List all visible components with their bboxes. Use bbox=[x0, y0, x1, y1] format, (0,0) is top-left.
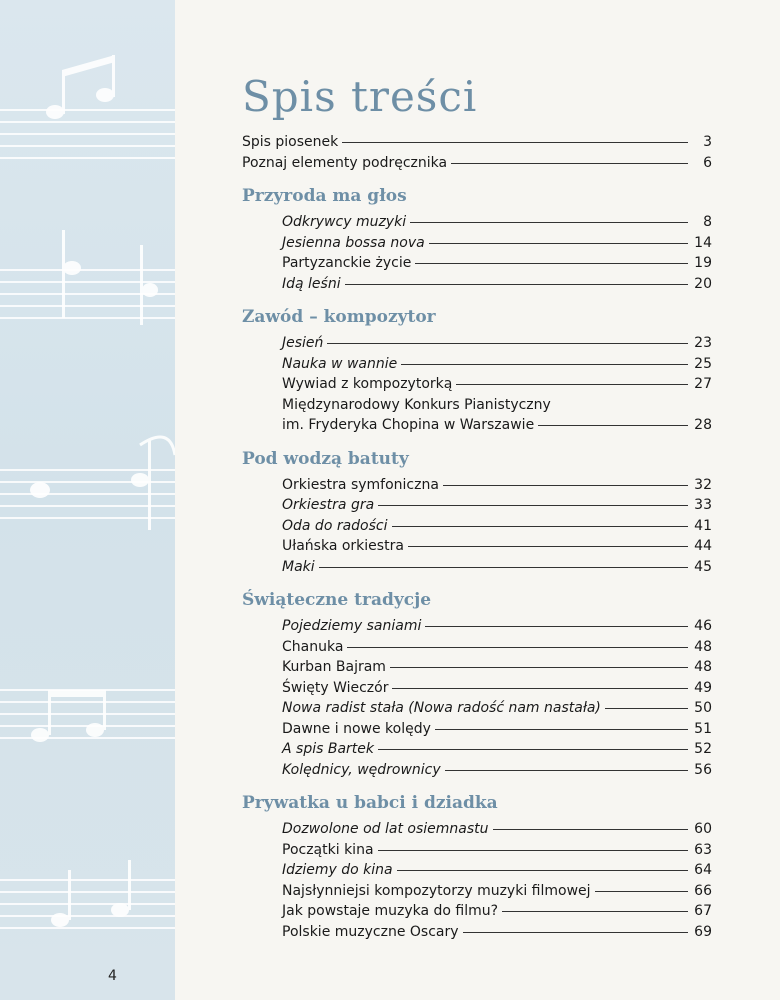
dot-leader bbox=[425, 626, 688, 627]
toc-entry-page: 51 bbox=[694, 720, 712, 737]
dot-leader bbox=[538, 425, 688, 426]
toc-entry-title: Oda do radości bbox=[282, 517, 388, 534]
dot-leader bbox=[456, 384, 688, 385]
toc-entry-page: 63 bbox=[694, 841, 712, 858]
dot-leader bbox=[408, 546, 688, 547]
toc-entry[interactable] bbox=[282, 860, 712, 881]
dot-leader bbox=[390, 667, 688, 668]
toc-entry-page: 69 bbox=[694, 923, 712, 940]
dot-leader bbox=[401, 364, 688, 365]
toc-entry-title: Kolędnicy, wędrownicy bbox=[282, 761, 441, 778]
dot-leader bbox=[392, 688, 688, 689]
toc-entry-title: Międzynarodowy Konkurs Pianistyczny bbox=[282, 396, 551, 413]
toc-entry-page: 8 bbox=[703, 214, 712, 230]
toc-entry-page: 32 bbox=[694, 476, 712, 493]
toc-entry-title: Maki bbox=[282, 558, 315, 575]
toc-entry-page: 14 bbox=[694, 234, 712, 251]
toc-entry[interactable] bbox=[282, 475, 712, 496]
toc-entry-title: Jak powstaje muzyka do filmu? bbox=[282, 903, 499, 919]
dot-leader bbox=[445, 770, 688, 771]
toc-entry-page: 3 bbox=[703, 134, 712, 150]
dot-leader bbox=[493, 829, 688, 830]
toc-entry-page: 48 bbox=[694, 638, 712, 655]
toc-entry[interactable] bbox=[282, 637, 712, 658]
toc-entry[interactable] bbox=[282, 901, 712, 922]
toc-entry-title: Początki kina bbox=[282, 841, 374, 858]
toc-entry-title: Pojedziemy saniami bbox=[282, 618, 422, 634]
sheet-music-icon bbox=[0, 0, 175, 1000]
toc-entry-page: 44 bbox=[694, 538, 712, 554]
dot-leader bbox=[502, 911, 688, 912]
dot-leader bbox=[319, 567, 688, 568]
toc-entry-page: 56 bbox=[694, 761, 712, 778]
toc-entry-title: Odkrywcy muzyki bbox=[282, 214, 407, 230]
toc-entry-title: Idziemy do kina bbox=[282, 862, 393, 878]
toc-entry-page: 67 bbox=[694, 903, 712, 919]
toc-entry-title: Idą leśni bbox=[282, 275, 341, 292]
toc-entry[interactable] bbox=[282, 274, 712, 295]
section-heading: Pod wodzą batuty bbox=[242, 448, 409, 469]
toc-entry[interactable] bbox=[282, 395, 712, 416]
toc-entry[interactable] bbox=[282, 698, 712, 719]
toc-entry[interactable] bbox=[282, 739, 712, 760]
toc-entry-page: 60 bbox=[694, 821, 712, 837]
toc-entry-title: Wywiad z kompozytorką bbox=[282, 376, 453, 392]
toc-entry-page: 28 bbox=[694, 417, 712, 433]
toc-entry[interactable] bbox=[282, 616, 712, 637]
dot-leader bbox=[605, 708, 688, 709]
toc-entry[interactable] bbox=[242, 153, 712, 174]
toc-entry-page: 25 bbox=[694, 355, 712, 372]
toc-entry-title: Orkiestra symfoniczna bbox=[282, 476, 439, 493]
dot-leader bbox=[463, 932, 688, 933]
toc-entry[interactable] bbox=[282, 516, 712, 537]
toc-entry-title: Polskie muzyczne Oscary bbox=[282, 923, 459, 940]
dot-leader bbox=[451, 163, 688, 164]
toc-entry[interactable] bbox=[282, 495, 712, 516]
table-of-contents bbox=[242, 132, 712, 942]
dot-leader bbox=[378, 850, 688, 851]
toc-entry[interactable] bbox=[282, 557, 712, 578]
toc-entry-page: 46 bbox=[694, 618, 712, 634]
toc-entry[interactable] bbox=[282, 760, 712, 781]
toc-entry-title: Spis piosenek bbox=[242, 134, 339, 150]
dot-leader bbox=[342, 142, 688, 143]
dot-leader bbox=[378, 505, 688, 506]
toc-entry-title: Jesień bbox=[282, 335, 324, 351]
dot-leader bbox=[397, 870, 688, 871]
toc-entry[interactable] bbox=[282, 678, 712, 699]
toc-entry-title: Poznaj elementy podręcznika bbox=[242, 154, 448, 171]
toc-entry-page: 19 bbox=[694, 255, 712, 271]
toc-entry[interactable] bbox=[282, 212, 712, 233]
toc-entry-page: 41 bbox=[694, 517, 712, 534]
toc-entry-page: 66 bbox=[694, 882, 712, 899]
toc-entry-page: 64 bbox=[694, 862, 712, 878]
toc-entry[interactable] bbox=[282, 840, 712, 861]
toc-entry[interactable] bbox=[282, 333, 712, 354]
toc-entry-title: im. Fryderyka Chopina w Warszawie bbox=[282, 417, 535, 433]
toc-entry[interactable] bbox=[282, 657, 712, 678]
section-heading: Przyroda ma głos bbox=[242, 186, 407, 206]
toc-entry-title: Dawne i nowe kolędy bbox=[282, 720, 431, 737]
dot-leader bbox=[378, 749, 688, 750]
dot-leader bbox=[345, 284, 688, 285]
toc-entry-title: Dozwolone od lat osiemnastu bbox=[282, 821, 489, 837]
dot-leader bbox=[327, 343, 688, 344]
dot-leader bbox=[415, 263, 688, 264]
toc-entry[interactable] bbox=[282, 233, 712, 254]
toc-entry-page: 23 bbox=[694, 335, 712, 351]
toc-entry[interactable] bbox=[282, 536, 712, 557]
toc-entry-title: Nauka w wannie bbox=[282, 355, 398, 372]
toc-entry-title: Ułańska orkiestra bbox=[282, 538, 404, 554]
section-heading: Prywatka u babci i dziadka bbox=[242, 793, 498, 813]
toc-entry[interactable] bbox=[282, 354, 712, 375]
toc-entry[interactable] bbox=[242, 132, 712, 153]
toc-entry[interactable] bbox=[282, 374, 712, 395]
toc-entry-page: 20 bbox=[694, 275, 712, 292]
toc-entry-page: 33 bbox=[694, 497, 712, 513]
toc-entry-title: Najsłynniejsi kompozytorzy muzyki filmowej bbox=[282, 882, 591, 899]
section-heading: Zawód – kompozytor bbox=[242, 307, 436, 327]
toc-entry-page: 50 bbox=[694, 700, 712, 716]
sheet-music-decoration bbox=[0, 0, 175, 1000]
toc-entry-page: 48 bbox=[694, 659, 712, 675]
dot-leader bbox=[435, 729, 688, 730]
toc-entry[interactable] bbox=[282, 415, 712, 436]
toc-entry[interactable] bbox=[282, 922, 712, 943]
toc-entry-title: A spis Bartek bbox=[282, 741, 374, 757]
toc-entry-title: Orkiestra gra bbox=[282, 497, 375, 513]
dot-leader bbox=[392, 526, 688, 527]
toc-entry-title: Kurban Bajram bbox=[282, 659, 386, 675]
toc-entry[interactable] bbox=[282, 719, 712, 740]
dot-leader bbox=[595, 891, 688, 892]
dot-leader bbox=[410, 222, 688, 223]
toc-entry-title: Nowa radist stała (Nowa radość nam nastała) bbox=[282, 700, 601, 716]
toc-entry[interactable] bbox=[282, 253, 712, 274]
toc-entry-title: Chanuka bbox=[282, 638, 344, 655]
toc-entry[interactable] bbox=[282, 819, 712, 840]
toc-entry[interactable] bbox=[282, 881, 712, 902]
toc-entry-page: 49 bbox=[694, 679, 712, 696]
dot-leader bbox=[443, 485, 688, 486]
section-heading: Świąteczne tradycje bbox=[242, 590, 432, 610]
toc-entry-title: Święty Wieczór bbox=[282, 679, 389, 696]
toc-entry-page: 27 bbox=[694, 376, 712, 392]
dot-leader bbox=[347, 647, 688, 648]
page-number: 4 bbox=[108, 968, 117, 984]
toc-entry-page: 45 bbox=[694, 558, 712, 575]
toc-entry-title: Jesienna bossa nova bbox=[282, 234, 425, 251]
dot-leader bbox=[429, 243, 688, 244]
page-title: Spis treści bbox=[242, 72, 478, 121]
toc-entry-title: Partyzanckie życie bbox=[282, 255, 412, 271]
toc-entry-page: 52 bbox=[694, 741, 712, 757]
toc-entry-page: 6 bbox=[703, 154, 712, 171]
